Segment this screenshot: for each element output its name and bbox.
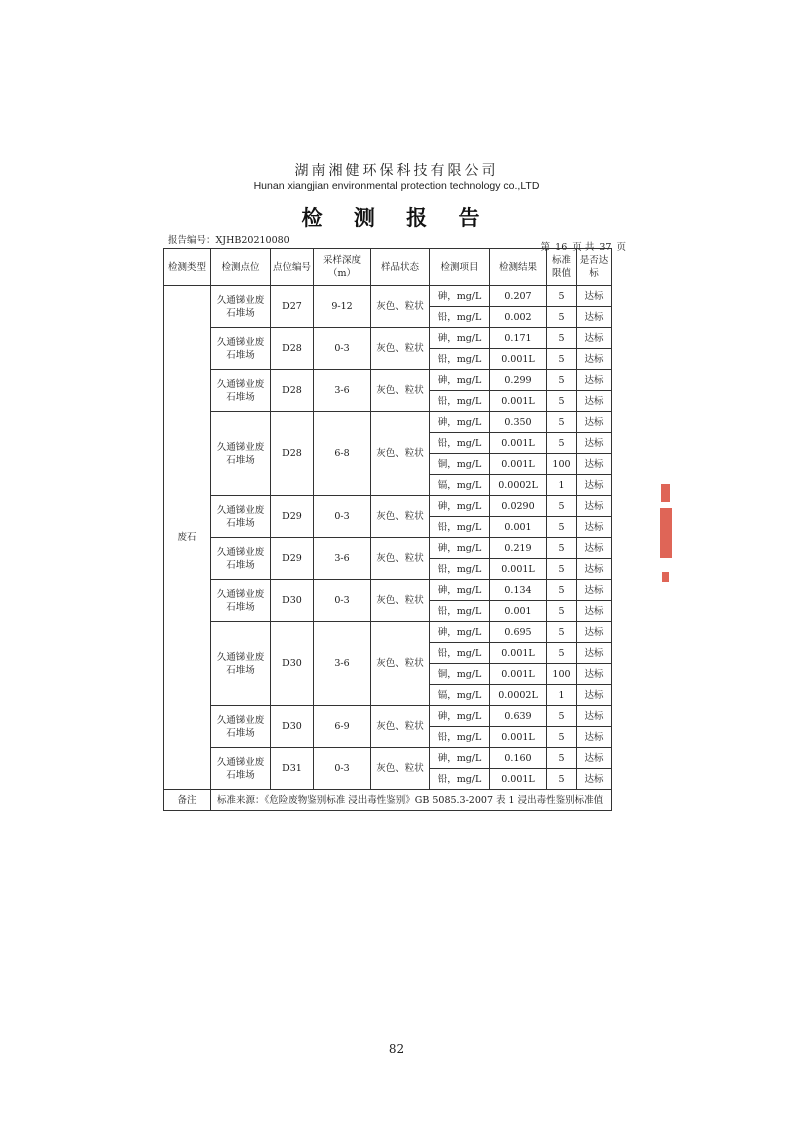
result-cell: 0.219 (490, 538, 547, 559)
pass-cell: 达标 (577, 580, 612, 601)
limit-cell: 5 (547, 727, 577, 748)
header-state: 样品状态 (371, 249, 430, 286)
result-cell: 0.160 (490, 748, 547, 769)
result-cell: 0.001L (490, 559, 547, 580)
table-row (164, 412, 612, 433)
limit-cell: 5 (547, 349, 577, 370)
pass-cell: 达标 (577, 538, 612, 559)
depth-cell: 0-3 (314, 580, 371, 622)
page-prefix: 第 (540, 242, 551, 253)
result-cell: 0.001L (490, 349, 547, 370)
pass-cell: 达标 (577, 769, 612, 790)
pass-cell: 达标 (577, 496, 612, 517)
pass-cell: 达标 (577, 622, 612, 643)
pass-cell: 达标 (577, 349, 612, 370)
result-cell: 0.001L (490, 664, 547, 685)
pass-cell: 达标 (577, 433, 612, 454)
test-item-cell: 砷，mg/L (430, 496, 490, 517)
result-cell: 0.001L (490, 643, 547, 664)
point-id-cell: D30 (271, 580, 314, 622)
result-cell: 0.001L (490, 769, 547, 790)
table-row (164, 622, 612, 643)
header-point: 点位编号 (271, 249, 314, 286)
point-id-cell: D27 (271, 286, 314, 328)
page-total: 37 (599, 242, 612, 253)
header-pass: 是否达标 (577, 249, 612, 286)
report-title: 检 测 报 告 (301, 205, 492, 230)
sample-state-cell: 灰色、粒状 (371, 328, 430, 370)
sample-state-cell: 灰色、粒状 (371, 412, 430, 496)
pass-cell: 达标 (577, 391, 612, 412)
test-item-cell: 砷，mg/L (430, 580, 490, 601)
result-cell: 0.350 (490, 412, 547, 433)
test-item-cell: 镉，mg/L (430, 685, 490, 706)
pass-cell: 达标 (577, 328, 612, 349)
test-item-cell: 砷，mg/L (430, 328, 490, 349)
pass-cell: 达标 (577, 685, 612, 706)
sample-state-cell: 灰色、粒状 (371, 748, 430, 790)
company-name-cn: 湖南湘健环保科技有限公司 (294, 163, 499, 179)
page-suffix: 页 (616, 242, 626, 253)
table-row (164, 748, 612, 769)
depth-cell: 3-6 (314, 622, 371, 706)
test-item-cell: 砷，mg/L (430, 622, 490, 643)
sample-type-cell: 废石 (164, 286, 211, 790)
test-item-cell: 铅，mg/L (430, 391, 490, 412)
test-item-cell: 铜，mg/L (430, 664, 490, 685)
table-row (164, 286, 612, 307)
limit-cell: 100 (547, 454, 577, 475)
limit-cell: 5 (547, 412, 577, 433)
test-item-cell: 砷，mg/L (430, 412, 490, 433)
table-row (164, 538, 612, 559)
result-cell: 0.001 (490, 601, 547, 622)
table-header-row (164, 249, 612, 286)
result-cell: 0.695 (490, 622, 547, 643)
pass-cell: 达标 (577, 643, 612, 664)
test-item-cell: 砷，mg/L (430, 370, 490, 391)
table-row (164, 370, 612, 391)
limit-cell: 5 (547, 307, 577, 328)
test-item-cell: 铅，mg/L (430, 517, 490, 538)
limit-cell: 5 (547, 538, 577, 559)
table-row (164, 496, 612, 517)
pass-cell: 达标 (577, 601, 612, 622)
site-cell: 久通锑业废石堆场 (211, 496, 271, 538)
page-mid: 页 共 (572, 242, 595, 253)
table-body (164, 286, 612, 790)
test-results-table (163, 248, 612, 811)
site-cell: 久通锑业废石堆场 (211, 286, 271, 328)
pass-cell: 达标 (577, 370, 612, 391)
header-limit: 标准限值 (547, 249, 577, 286)
pass-cell: 达标 (577, 706, 612, 727)
pass-cell: 达标 (577, 307, 612, 328)
table-row (164, 328, 612, 349)
sample-state-cell: 灰色、粒状 (371, 622, 430, 706)
company-name-en: Hunan xiangjian environmental protection technology co.,LTD (253, 180, 540, 192)
test-item-cell: 砷，mg/L (430, 706, 490, 727)
depth-cell: 6-9 (314, 706, 371, 748)
result-cell: 0.001L (490, 454, 547, 475)
result-cell: 0.001L (490, 727, 547, 748)
sample-state-cell: 灰色、粒状 (371, 496, 430, 538)
point-id-cell: D30 (271, 622, 314, 706)
point-id-cell: D28 (271, 412, 314, 496)
result-cell: 0.001L (490, 433, 547, 454)
test-item-cell: 砷，mg/L (430, 538, 490, 559)
header-depth: 采样深度（m） (314, 249, 371, 286)
point-id-cell: D29 (271, 538, 314, 580)
test-item-cell: 铅，mg/L (430, 727, 490, 748)
result-cell: 0.0002L (490, 475, 547, 496)
limit-cell: 5 (547, 769, 577, 790)
pass-cell: 达标 (577, 286, 612, 307)
limit-cell: 100 (547, 664, 577, 685)
site-cell: 久通锑业废石堆场 (211, 370, 271, 412)
point-id-cell: D29 (271, 496, 314, 538)
remarks-text: 标准来源：《危险废物鉴别标准 浸出毒性鉴别》GB 5085.3-2007 表 1 浸出毒性鉴别标准值 (211, 790, 612, 811)
site-cell: 久通锑业废石堆场 (211, 328, 271, 370)
site-cell: 久通锑业废石堆场 (211, 538, 271, 580)
seal-stamp-fragment (661, 484, 670, 502)
test-item-cell: 铅，mg/L (430, 433, 490, 454)
limit-cell: 1 (547, 685, 577, 706)
depth-cell: 6-8 (314, 412, 371, 496)
result-cell: 0.299 (490, 370, 547, 391)
depth-cell: 0-3 (314, 748, 371, 790)
result-cell: 0.0290 (490, 496, 547, 517)
seal-stamp-fragment (662, 572, 669, 582)
seal-stamp-fragment (660, 508, 672, 558)
sample-state-cell: 灰色、粒状 (371, 370, 430, 412)
result-cell: 0.207 (490, 286, 547, 307)
remarks-label: 备注 (164, 790, 211, 811)
depth-cell: 0-3 (314, 328, 371, 370)
limit-cell: 5 (547, 496, 577, 517)
depth-cell: 0-3 (314, 496, 371, 538)
limit-cell: 5 (547, 622, 577, 643)
limit-cell: 5 (547, 559, 577, 580)
pass-cell: 达标 (577, 727, 612, 748)
limit-cell: 5 (547, 748, 577, 769)
pass-cell: 达标 (577, 517, 612, 538)
limit-cell: 5 (547, 706, 577, 727)
result-cell: 0.134 (490, 580, 547, 601)
site-cell: 久通锑业废石堆场 (211, 412, 271, 496)
depth-cell: 9-12 (314, 286, 371, 328)
test-item-cell: 铅，mg/L (430, 769, 490, 790)
sample-state-cell: 灰色、粒状 (371, 286, 430, 328)
test-item-cell: 铜，mg/L (430, 454, 490, 475)
depth-cell: 3-6 (314, 370, 371, 412)
limit-cell: 5 (547, 328, 577, 349)
limit-cell: 5 (547, 580, 577, 601)
test-item-cell: 铅，mg/L (430, 349, 490, 370)
site-cell: 久通锑业废石堆场 (211, 580, 271, 622)
limit-cell: 1 (547, 475, 577, 496)
point-id-cell: D28 (271, 370, 314, 412)
test-item-cell: 铅，mg/L (430, 601, 490, 622)
test-item-cell: 铅，mg/L (430, 643, 490, 664)
sample-state-cell: 灰色、粒状 (371, 706, 430, 748)
limit-cell: 5 (547, 517, 577, 538)
site-cell: 久通锑业废石堆场 (211, 748, 271, 790)
header-item: 检测项目 (430, 249, 490, 286)
page-current: 16 (555, 242, 568, 253)
pass-cell: 达标 (577, 748, 612, 769)
limit-cell: 5 (547, 433, 577, 454)
table-row (164, 706, 612, 727)
result-cell: 0.171 (490, 328, 547, 349)
pass-cell: 达标 (577, 412, 612, 433)
pass-cell: 达标 (577, 664, 612, 685)
result-cell: 0.001L (490, 391, 547, 412)
limit-cell: 5 (547, 370, 577, 391)
header-site: 检测点位 (211, 249, 271, 286)
report-number (168, 232, 290, 246)
pass-cell: 达标 (577, 559, 612, 580)
limit-cell: 5 (547, 601, 577, 622)
page-number: 82 (388, 1042, 405, 1056)
header-type: 检测类型 (164, 249, 211, 286)
sample-state-cell: 灰色、粒状 (371, 580, 430, 622)
point-id-cell: D31 (271, 748, 314, 790)
header-result: 检测结果 (490, 249, 547, 286)
pass-cell: 达标 (577, 475, 612, 496)
result-cell: 0.002 (490, 307, 547, 328)
test-item-cell: 镉，mg/L (430, 475, 490, 496)
limit-cell: 5 (547, 391, 577, 412)
remarks-row (164, 790, 612, 811)
result-cell: 0.0002L (490, 685, 547, 706)
site-cell: 久通锑业废石堆场 (211, 706, 271, 748)
limit-cell: 5 (547, 286, 577, 307)
point-id-cell: D28 (271, 328, 314, 370)
result-cell: 0.001 (490, 517, 547, 538)
report-number-label: 报告编号： (168, 235, 216, 246)
report-number-value: XJHB20210080 (215, 235, 290, 246)
result-cell: 0.639 (490, 706, 547, 727)
table-row (164, 580, 612, 601)
limit-cell: 5 (547, 643, 577, 664)
point-id-cell: D30 (271, 706, 314, 748)
test-item-cell: 铅，mg/L (430, 559, 490, 580)
pass-cell: 达标 (577, 454, 612, 475)
test-item-cell: 砷，mg/L (430, 748, 490, 769)
test-item-cell: 铅，mg/L (430, 307, 490, 328)
sample-state-cell: 灰色、粒状 (371, 538, 430, 580)
test-item-cell: 砷，mg/L (430, 286, 490, 307)
depth-cell: 3-6 (314, 538, 371, 580)
site-cell: 久通锑业废石堆场 (211, 622, 271, 706)
